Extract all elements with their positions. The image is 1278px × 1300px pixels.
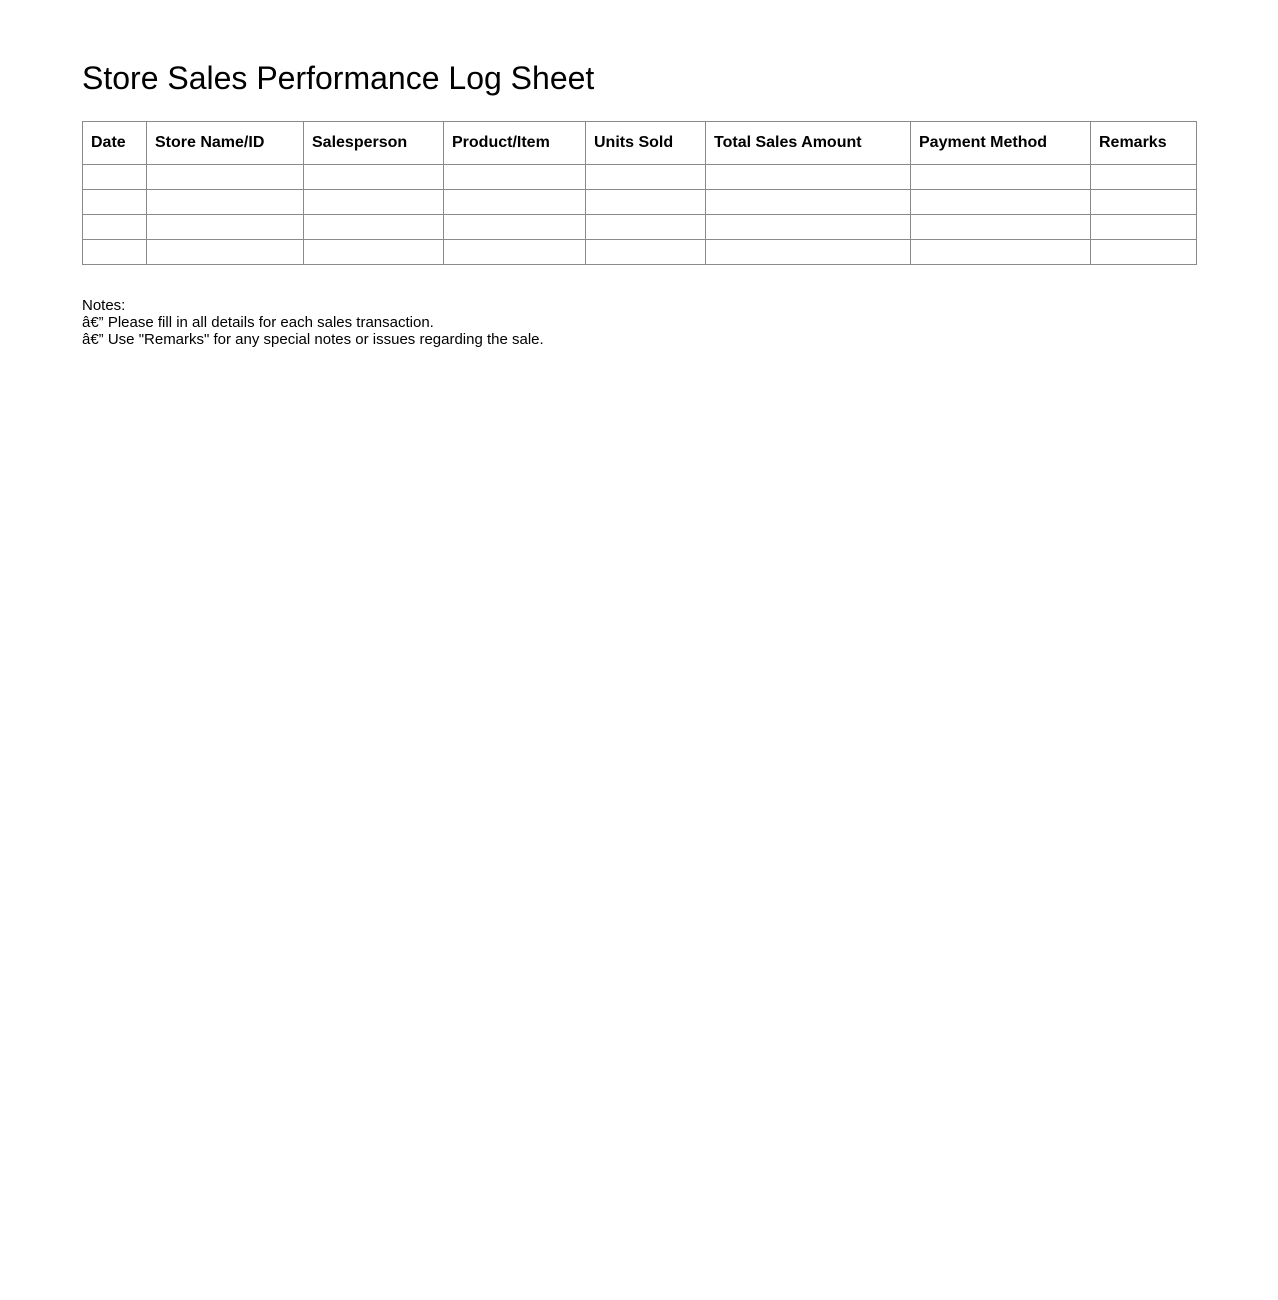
column-header-store-name-id: Store Name/ID	[147, 122, 304, 165]
table-cell[interactable]	[147, 190, 304, 215]
table-cell[interactable]	[147, 165, 304, 190]
table-cell[interactable]	[304, 215, 444, 240]
table-cell[interactable]	[147, 240, 304, 265]
table-row	[83, 190, 1197, 215]
table-cell[interactable]	[911, 215, 1091, 240]
column-header-product-item: Product/Item	[444, 122, 586, 165]
notes-line: â€” Please fill in all details for each sales transaction.	[82, 314, 434, 331]
column-header-payment-method: Payment Method	[911, 122, 1091, 165]
table-cell[interactable]	[444, 165, 586, 190]
table-cell[interactable]	[147, 215, 304, 240]
table-header-row	[83, 122, 1197, 165]
table-cell[interactable]	[586, 240, 706, 265]
table-cell[interactable]	[911, 190, 1091, 215]
table-cell[interactable]	[911, 240, 1091, 265]
table-cell[interactable]	[911, 165, 1091, 190]
notes-line: â€” Use "Remarks" for any special notes or issues regarding the sale.	[82, 331, 544, 348]
table-cell[interactable]	[304, 190, 444, 215]
table-cell[interactable]	[444, 215, 586, 240]
table-cell[interactable]	[83, 190, 147, 215]
table-cell[interactable]	[304, 240, 444, 265]
table-cell[interactable]	[1091, 240, 1197, 265]
table-cell[interactable]	[83, 165, 147, 190]
table-cell[interactable]	[1091, 215, 1197, 240]
column-header-date: Date	[83, 122, 147, 165]
table-cell[interactable]	[706, 165, 911, 190]
table-cell[interactable]	[1091, 165, 1197, 190]
table-cell[interactable]	[706, 215, 911, 240]
table-cell[interactable]	[586, 215, 706, 240]
table-cell[interactable]	[706, 240, 911, 265]
table-row	[83, 240, 1197, 265]
table-cell[interactable]	[706, 190, 911, 215]
table-cell[interactable]	[1091, 190, 1197, 215]
column-header-remarks: Remarks	[1091, 122, 1197, 165]
column-header-salesperson: Salesperson	[304, 122, 444, 165]
table-cell[interactable]	[586, 190, 706, 215]
notes-section	[82, 297, 544, 348]
column-header-units-sold: Units Sold	[586, 122, 706, 165]
table-cell[interactable]	[83, 215, 147, 240]
page-title: Store Sales Performance Log Sheet	[82, 60, 595, 96]
table-row	[83, 165, 1197, 190]
sales-log-table	[82, 121, 1197, 265]
table-cell[interactable]	[83, 240, 147, 265]
table-cell[interactable]	[444, 240, 586, 265]
table-cell[interactable]	[586, 165, 706, 190]
column-header-total-sales-amount: Total Sales Amount	[706, 122, 911, 165]
notes-heading: Notes:	[82, 297, 126, 314]
table-cell[interactable]	[304, 165, 444, 190]
table-row	[83, 215, 1197, 240]
table-cell[interactable]	[444, 190, 586, 215]
